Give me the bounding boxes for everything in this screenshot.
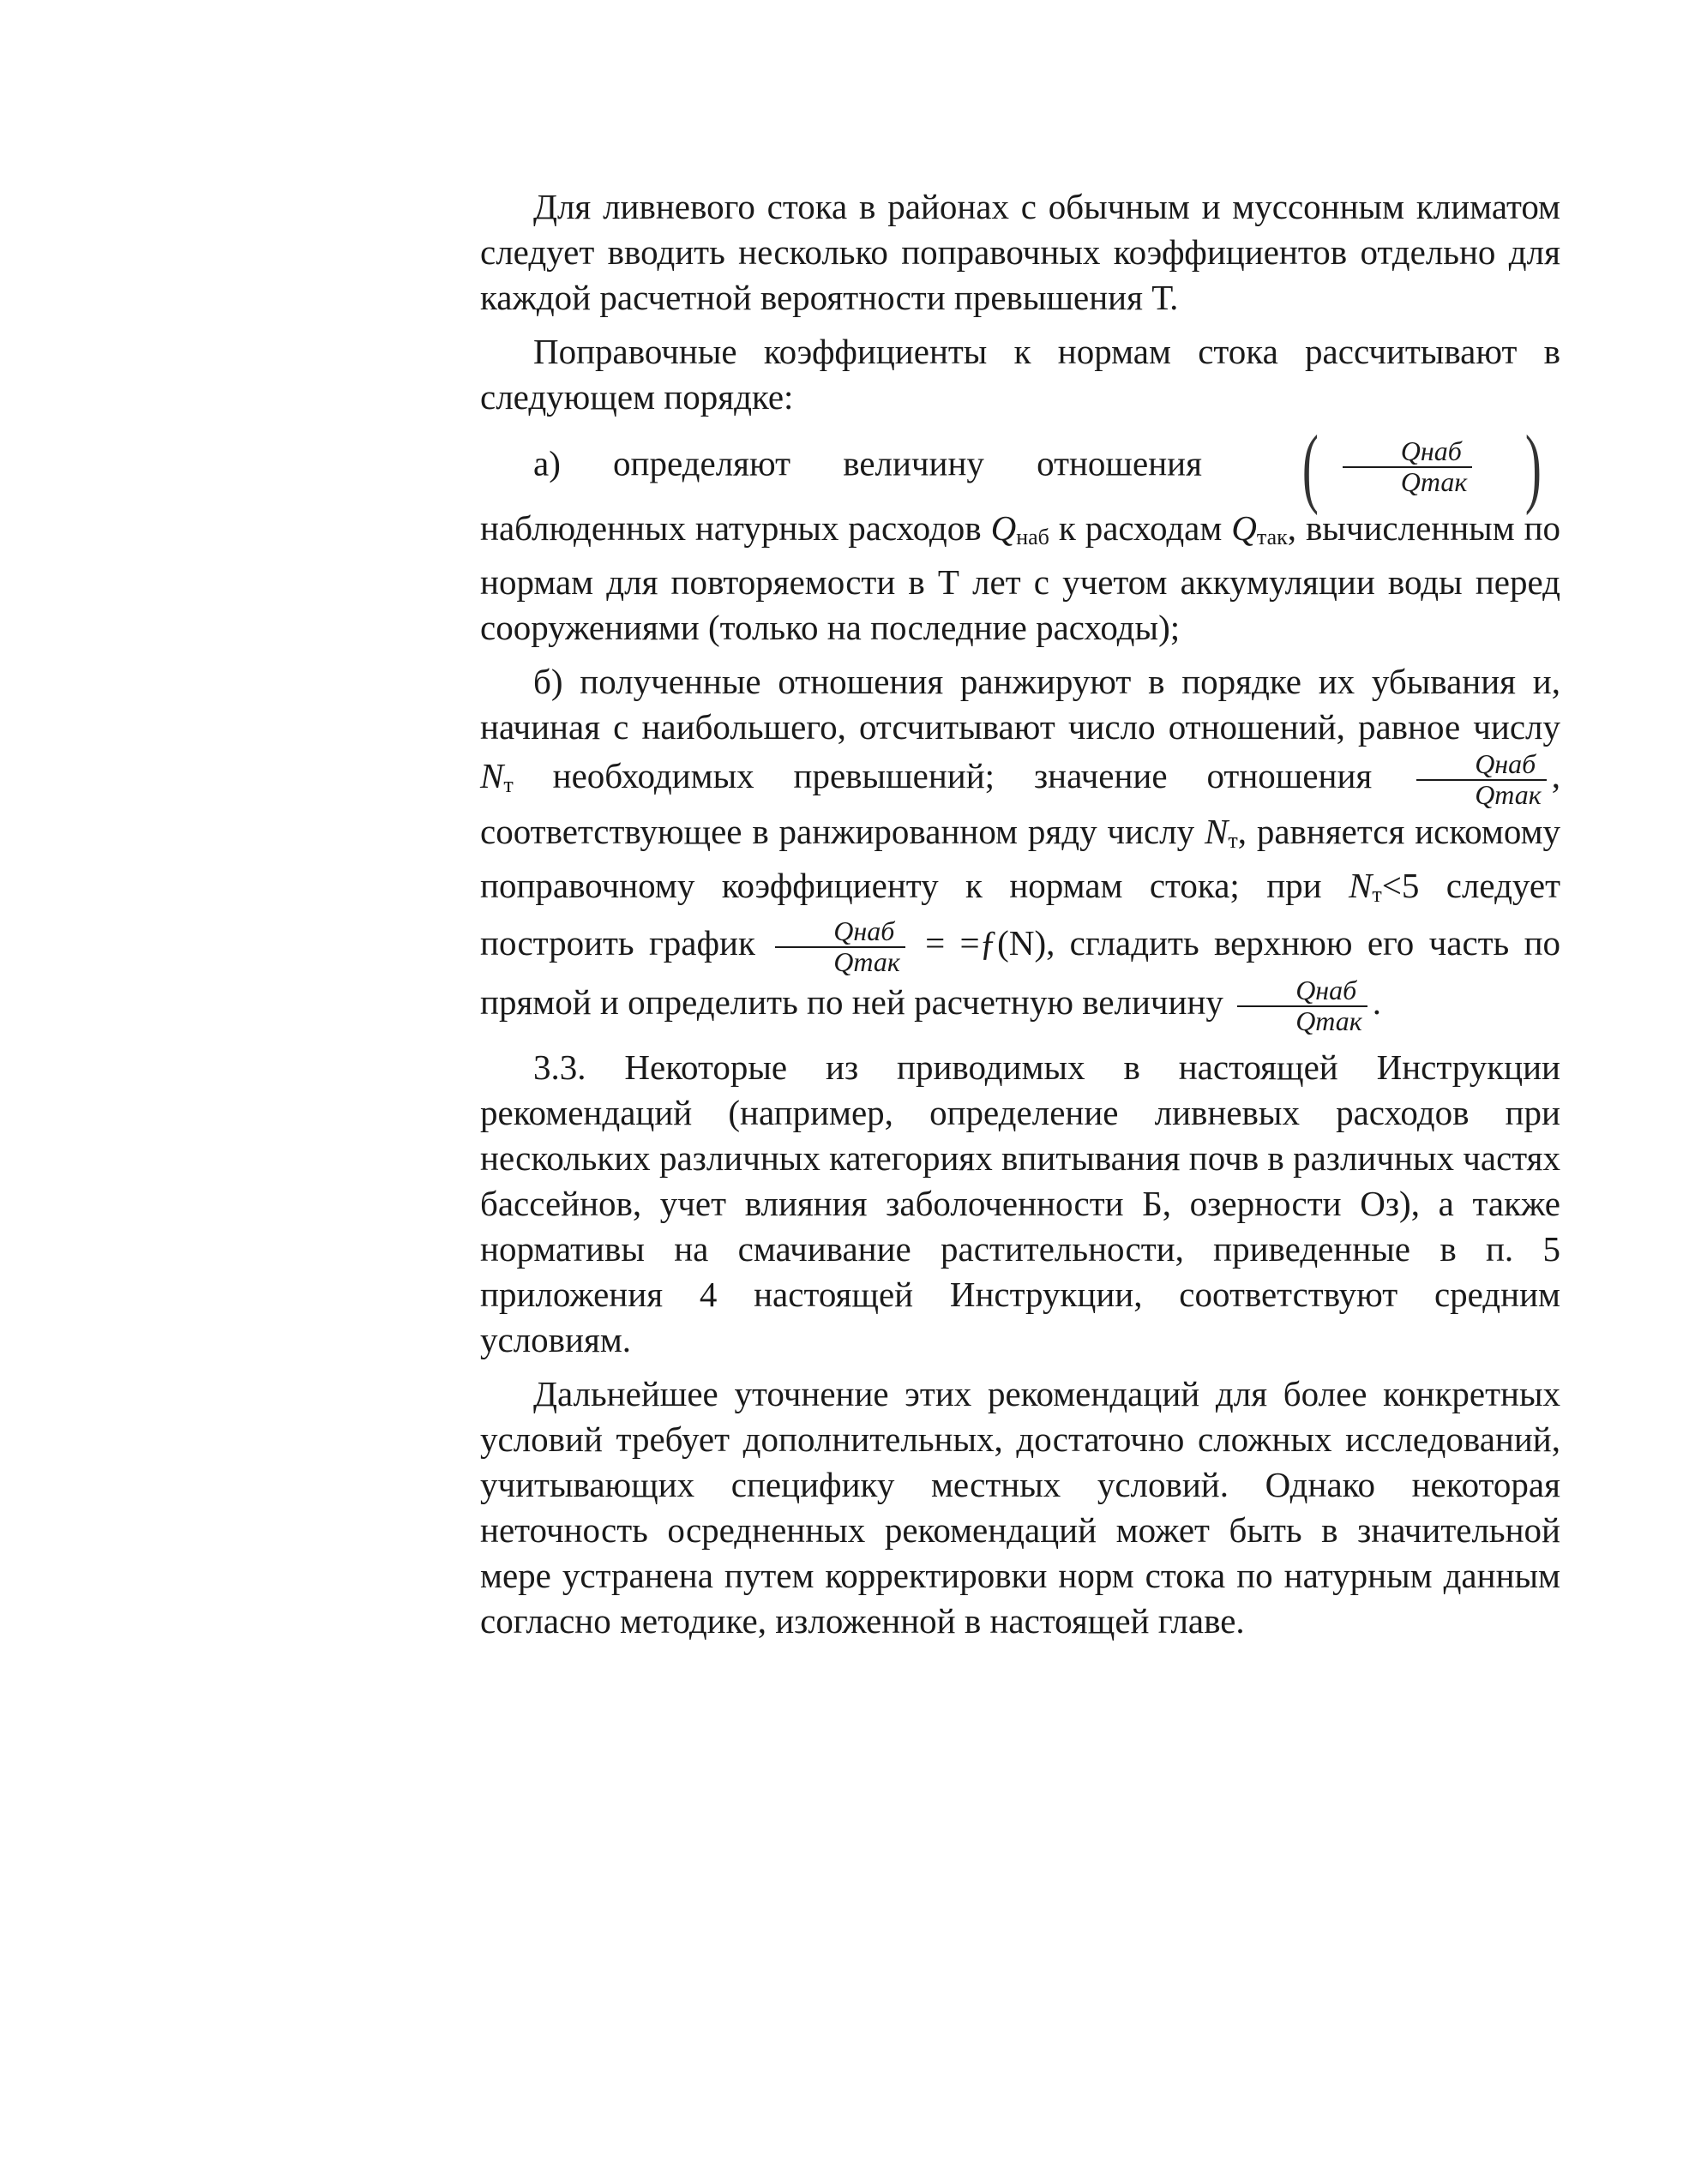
item-b-part-3: , соответствующее в ранжированном ряду числу — [480, 756, 1561, 852]
q-observed-subscript: наб — [1016, 525, 1049, 549]
fraction-3-denominator: Qтак — [1295, 1005, 1362, 1036]
n-symbol: N — [1205, 812, 1229, 852]
left-paren: ( — [1301, 417, 1319, 516]
ratio-fraction-3 — [1237, 976, 1367, 1035]
list-item-a — [480, 417, 1561, 651]
n-subscript: т — [503, 772, 514, 797]
fraction-denominator: Qтак — [1400, 466, 1468, 497]
section-3-3: 3.3. Некоторые из приводимых в настоящей Инструкции рекомендаций (например, определение ливневых расходов при нескольких различных категориях впитывания почв в различных частях бассейнов, учет влияния заболоченности Б, озерности Оз), а также нормативы на смачивание растительности, приведенные в п. 5 приложения 4 настоящей Инструкции, соответствуют средним условиям. — [480, 1047, 1560, 1359]
n-symbol: N — [480, 756, 504, 795]
ratio-fraction-1 — [1416, 750, 1547, 809]
n-subscript: т — [1372, 882, 1382, 908]
ratio-fraction — [1343, 437, 1473, 496]
item-b-part-2: необходимых превышений; значение отношения — [552, 756, 1373, 795]
fraction-1-denominator: Qтак — [1475, 778, 1542, 810]
q-calculated-subscript: так — [1256, 525, 1288, 549]
q-calculated-symbol: Q — [1231, 508, 1257, 548]
paragraph-1: Для ливневого стока в районах с обычным и муссонным климатом следует вводить несколько поправочных коэффициентов отдельно для каждой расчетной вероятности превышения Т. — [480, 187, 1560, 317]
list-item-b — [480, 659, 1560, 1036]
right-paren: ) — [1525, 417, 1542, 516]
paragraph-last: Дальнейшее уточнение этих рекомендаций для более конкретных условий требует дополнительных, достаточно сложных исследований, учитывающих специфику местных условий. Однако некоторая неточность осредненных рекомендаций может быть в значительной мере устранена путем корректировки норм стока по натурным данным согласно методике, изложенной в настоящей главе. — [480, 1373, 1560, 1641]
item-a-after-fraction: наблюденных натурных расходов — [480, 508, 982, 548]
fraction-3-numerator: Qнаб — [1237, 976, 1367, 1007]
item-b-part-5: <5 следует построить график — [480, 866, 1560, 963]
item-a-mid: к расходам — [1058, 508, 1223, 548]
item-a-end: , вычисленным по нормам для повторяемости в Т лет с учетом аккумуляции воды перед сооружениями (только на последние расходы); — [480, 508, 1561, 647]
q-observed-symbol: Q — [990, 508, 1017, 548]
paragraph-2: Поправочные коэффициенты к нормам стока рассчитывают в следующем порядке: — [480, 332, 1560, 417]
fraction-1-numerator: Qнаб — [1416, 750, 1547, 781]
item-b-part-6: = =ƒ(N), сгладить верхнюю его часть по прямой и определить по ней расчетную величину — [480, 923, 1561, 1023]
item-b-part-7: . — [1372, 982, 1382, 1023]
fraction-numerator: Qнаб — [1343, 437, 1473, 468]
fraction-2-denominator: Qтак — [833, 945, 900, 977]
document-page — [480, 184, 1560, 1644]
item-a-prefix: а) определяют величину отношения — [533, 443, 1202, 483]
n-symbol: N — [1349, 866, 1373, 906]
item-b-part-4: , равняется искомому поправочному коэффициенту к нормам стока; при — [480, 812, 1561, 906]
fraction-2-numerator: Qнаб — [775, 917, 905, 948]
item-b-part-1: б) полученные отношения ранжируют в порядке их убывания и, начиная с наибольшего, отсчитывают число отношений, равное числу — [480, 662, 1560, 747]
n-subscript: т — [1228, 828, 1238, 854]
ratio-fraction-2 — [775, 917, 905, 976]
